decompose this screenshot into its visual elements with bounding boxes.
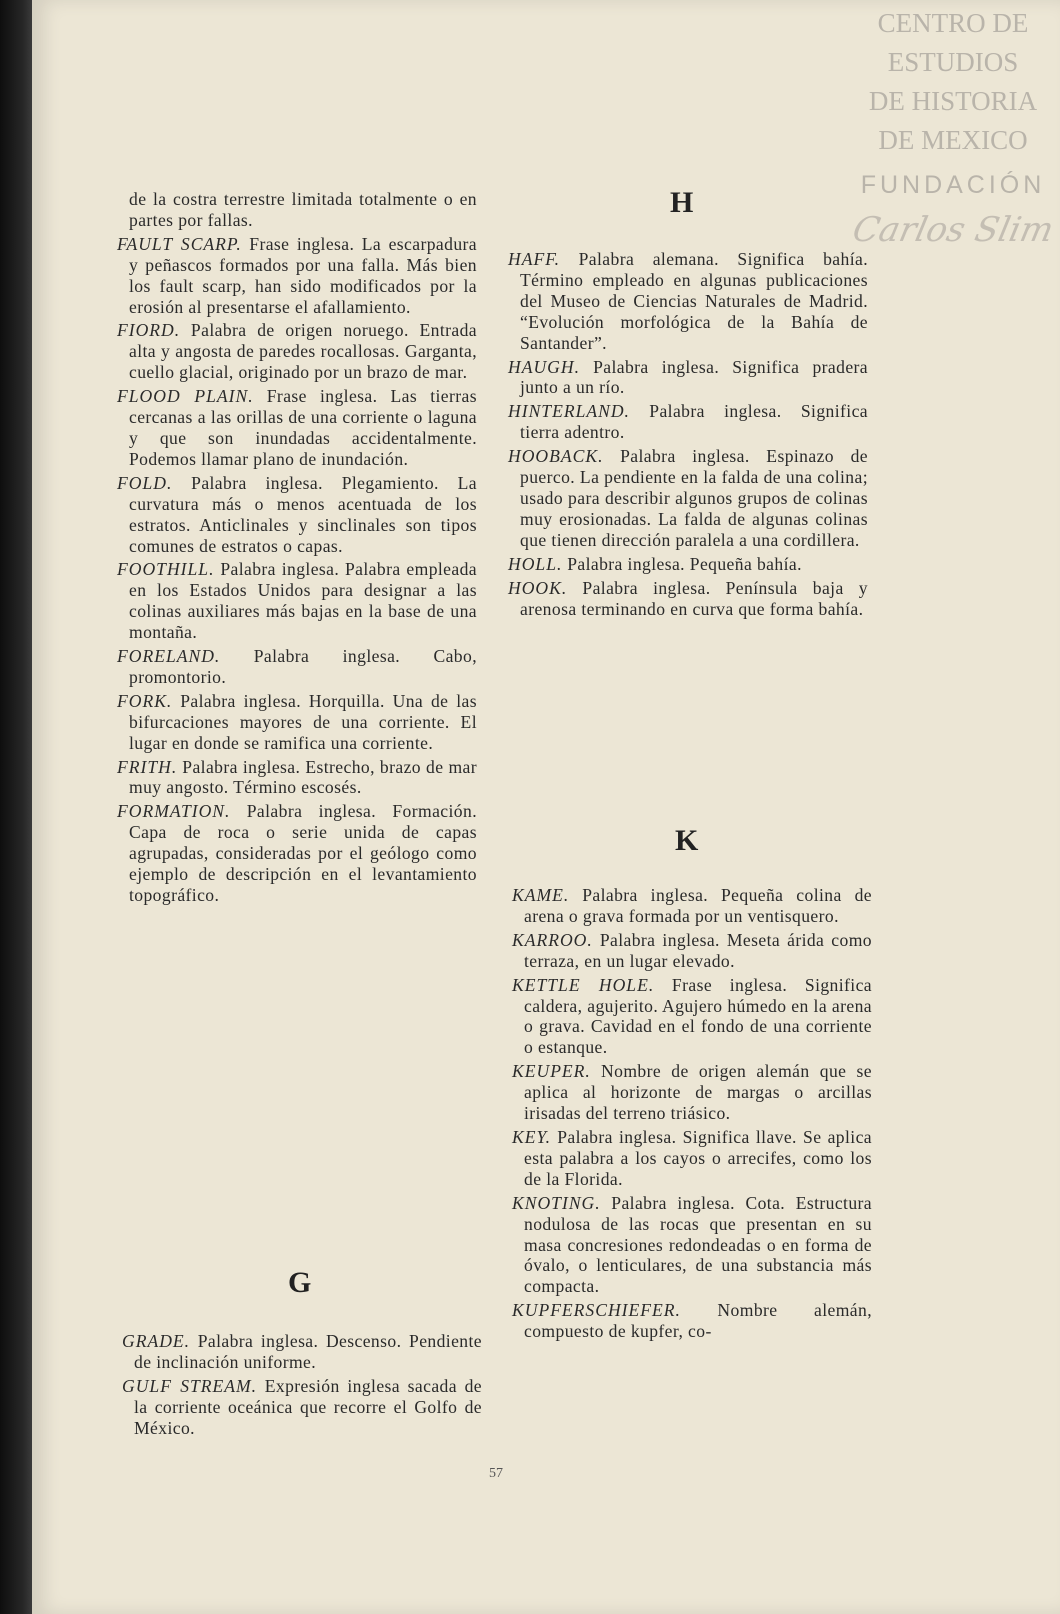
glossary-entry (508, 249, 868, 354)
entry-definition: Palabra inglesa. Plegamiento. La curvatura más o menos acentuada de los estratos. Anticlinales y sinclinales son tipos comunes de estratos o capas. (129, 472, 477, 556)
glossary-entry (508, 357, 868, 399)
entry-term: HAFF. (508, 249, 561, 269)
h-entries (508, 249, 868, 622)
entry-term: FORK. (117, 690, 173, 711)
entry-term: KNOTING. (512, 1192, 601, 1213)
glossary-entry (117, 473, 477, 557)
entry-definition: Palabra de origen noruego. Entrada alta y angosta de paredes rocallosas. Garganta, cuello glacial, originado por un brazo de mar. (129, 320, 477, 383)
entry-term: HINTERLAND. (508, 401, 630, 422)
entry-definition: Palabra inglesa. Significa llave. Se aplica esta palabra a los cayos o arrecifes, como los de la Florida. (524, 1126, 872, 1189)
section-letter-g: G (288, 1266, 312, 1299)
entry-definition: Palabra inglesa. Descenso. Pendiente de inclinación uniforme. (134, 1331, 482, 1372)
watermark-line: CENTRO DE (877, 8, 1029, 38)
glossary-entry (117, 234, 477, 318)
glossary-entry (117, 386, 477, 470)
glossary-entry (117, 320, 477, 383)
glossary-entry (117, 189, 477, 231)
entry-definition: Palabra inglesa. Cota. Estructura nodulosa de las rocas que presentan en su masa concresiones redondeadas o en forma de óvalo, o lenticulares, de una substancia más compacta. (524, 1192, 872, 1297)
glossary-entry (512, 1127, 872, 1190)
entry-definition: Nombre alemán, compuesto de kupfer, co- (524, 1300, 872, 1342)
entry-definition: Frase inglesa. Significa caldera, agujerito. Agujero húmedo en la arena o grava. Cavidad en el fondo de una corriente o estanque. (524, 974, 872, 1058)
watermark-signature: Carlos Slim (849, 210, 1058, 250)
glossary-entry (122, 1376, 482, 1439)
g-entries (122, 1331, 482, 1442)
entry-definition: Palabra alemana. Significa bahía. Término empleado en algunas publicaciones del Museo de Ciencias Naturales de Madrid. “Evolución morfológica de la Bahía de Santander”. (520, 249, 868, 353)
entry-definition: Frase inglesa. Las tierras cercanas a las orillas de una corriente o laguna y que son inundadas accidentalmente. Podemos llamar plano de inundación. (129, 386, 477, 469)
entry-term: HOLL. (508, 553, 563, 574)
watermark-line: DE HISTORIA (868, 86, 1038, 116)
k-entries (512, 885, 872, 1345)
entry-term: FORMATION. (117, 801, 231, 822)
glossary-entry (508, 446, 868, 551)
left-column (117, 189, 477, 909)
entry-term: HOOK. (508, 577, 568, 598)
entry-term: KUPFERSCHIEFER. (512, 1300, 681, 1321)
entry-definition: Palabra inglesa. Horquilla. Una de las bifurcaciones mayores de una corriente. El lugar en donde se ramifica una corriente. (129, 690, 477, 753)
entry-term: HOOBACK. (508, 446, 604, 467)
glossary-entry (117, 757, 477, 799)
entry-term: GULF STREAM. (122, 1375, 258, 1396)
entry-definition: Palabra inglesa. Significa tierra adentro. (520, 401, 868, 443)
watermark (848, 4, 1058, 250)
entry-term: FOOTHILL. (117, 559, 215, 580)
entry-definition: Palabra inglesa. Meseta árida como terraza, en un lugar elevado. (524, 929, 872, 971)
entry-definition: Palabra inglesa. Palabra empleada en los Estados Unidos para designar a las colinas auxiliares más bajas en la base de una montaña. (129, 559, 477, 643)
glossary-entry (512, 1061, 872, 1124)
glossary-entry (117, 801, 477, 906)
entry-definition: de la costra terrestre limitada totalmente o en partes por fallas. (129, 189, 477, 230)
entry-definition: Palabra inglesa. Estrecho, brazo de mar muy angosto. Término escosés. (129, 756, 477, 798)
entry-definition: Frase inglesa. La escarpadura y peñascos formados por una falla. Más bien los fault scarp, han sido modificados por la erosión al presentarse el afallamiento. (129, 233, 477, 317)
entry-definition: Palabra inglesa. Pequeña colina de arena o grava formada por un ventisquero. (524, 885, 872, 926)
watermark-line: ESTUDIOS (887, 47, 1019, 77)
entry-definition: Nombre de origen alemán que se aplica al horizonte de margas o arcillas irisadas del terreno triásico. (524, 1061, 872, 1124)
entry-term: KAME. (512, 885, 570, 905)
entry-term: KETTLE HOLE. (512, 974, 655, 995)
entry-term: FOLD. (117, 472, 173, 493)
entry-term: KARROO. (512, 929, 593, 950)
entry-term: KEUPER. (512, 1061, 591, 1082)
glossary-entry (117, 559, 477, 643)
section-letter-h: H (670, 186, 694, 219)
entry-definition: Palabra inglesa. Cabo, promontorio. (129, 646, 477, 687)
glossary-entry (117, 691, 477, 754)
glossary-entry (122, 1331, 482, 1373)
entry-definition: Palabra inglesa. Península baja y arenosa terminando en curva que forma bahía. (520, 577, 868, 619)
entry-definition: Palabra inglesa. Espinazo de puerco. La pendiente en la falda de una colina; usado para describir algunos grupos de colinas muy erosionadas. La falda de algunas colinas que tienen dirección paralela a una cordillera. (520, 446, 868, 550)
glossary-entry (512, 1193, 872, 1298)
section-letter-k: K (675, 824, 699, 857)
entry-term: FAULT SCARP. (117, 233, 242, 254)
entry-term: HAUGH. (508, 356, 580, 377)
page-number: 57 (489, 1466, 503, 1481)
entry-definition: Expresión inglesa sacada de la corriente oceánica que recorre el Golfo de México. (134, 1375, 483, 1438)
glossary-entry (512, 930, 872, 972)
entry-term: KEY. (512, 1126, 552, 1147)
glossary-entry (508, 554, 868, 575)
glossary-entry (512, 1300, 872, 1342)
watermark-fundacion: FUNDACIÓN (860, 171, 1046, 199)
entry-term: FORELAND. (117, 646, 221, 667)
entry-term: FLOOD PLAIN. (117, 386, 254, 407)
entry-term: FRITH. (117, 756, 178, 777)
entry-term: FIORD. (117, 320, 181, 341)
binding-edge (0, 0, 32, 1614)
entry-definition: Palabra inglesa. Significa pradera junto a un río. (520, 356, 868, 398)
entry-term: GRADE. (122, 1331, 191, 1351)
glossary-entry (508, 401, 868, 443)
entry-definition: Palabra inglesa. Pequeña bahía. (562, 553, 802, 574)
watermark-line: DE MEXICO (878, 125, 1028, 155)
glossary-entry (512, 885, 872, 927)
entry-definition: Palabra inglesa. Formación. Capa de roca o serie unida de capas agrupadas, consideradas por el geólogo como ejemplo de descripción en el levantamiento topográfico. (129, 801, 477, 905)
glossary-entry (117, 646, 477, 688)
glossary-entry (508, 578, 868, 620)
glossary-entry (512, 975, 872, 1059)
